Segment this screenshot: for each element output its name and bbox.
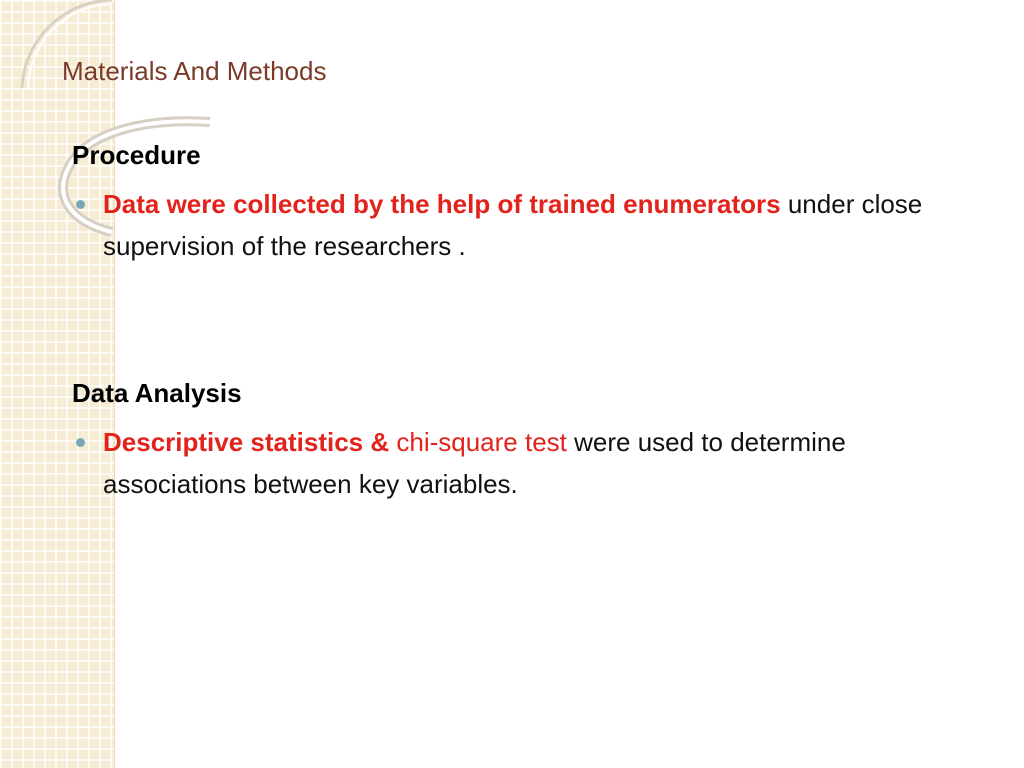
body-text: under close supervision of the researchers .	[103, 189, 923, 261]
bullet-dot-icon	[76, 438, 85, 447]
highlight-text: Data were collected by the help of trained enumerators	[103, 189, 781, 219]
heading-part: Data	[72, 378, 129, 408]
body-text: were used to determine associations between key variables.	[103, 427, 846, 499]
heading-part: Analysis	[128, 378, 242, 408]
bullet-procedure	[72, 183, 952, 267]
highlight-text: chi-square test	[396, 427, 567, 457]
bullet-text	[103, 421, 952, 505]
bullet-text	[103, 183, 952, 267]
highlight-text: Descriptive statistics &	[103, 427, 397, 457]
section-heading-data-analysis	[72, 378, 242, 409]
section-heading-procedure: Procedure	[72, 140, 201, 170]
slide-title: Materials And Methods	[62, 56, 327, 86]
bullet-dot-icon	[76, 200, 85, 209]
bullet-data-analysis	[72, 421, 952, 505]
